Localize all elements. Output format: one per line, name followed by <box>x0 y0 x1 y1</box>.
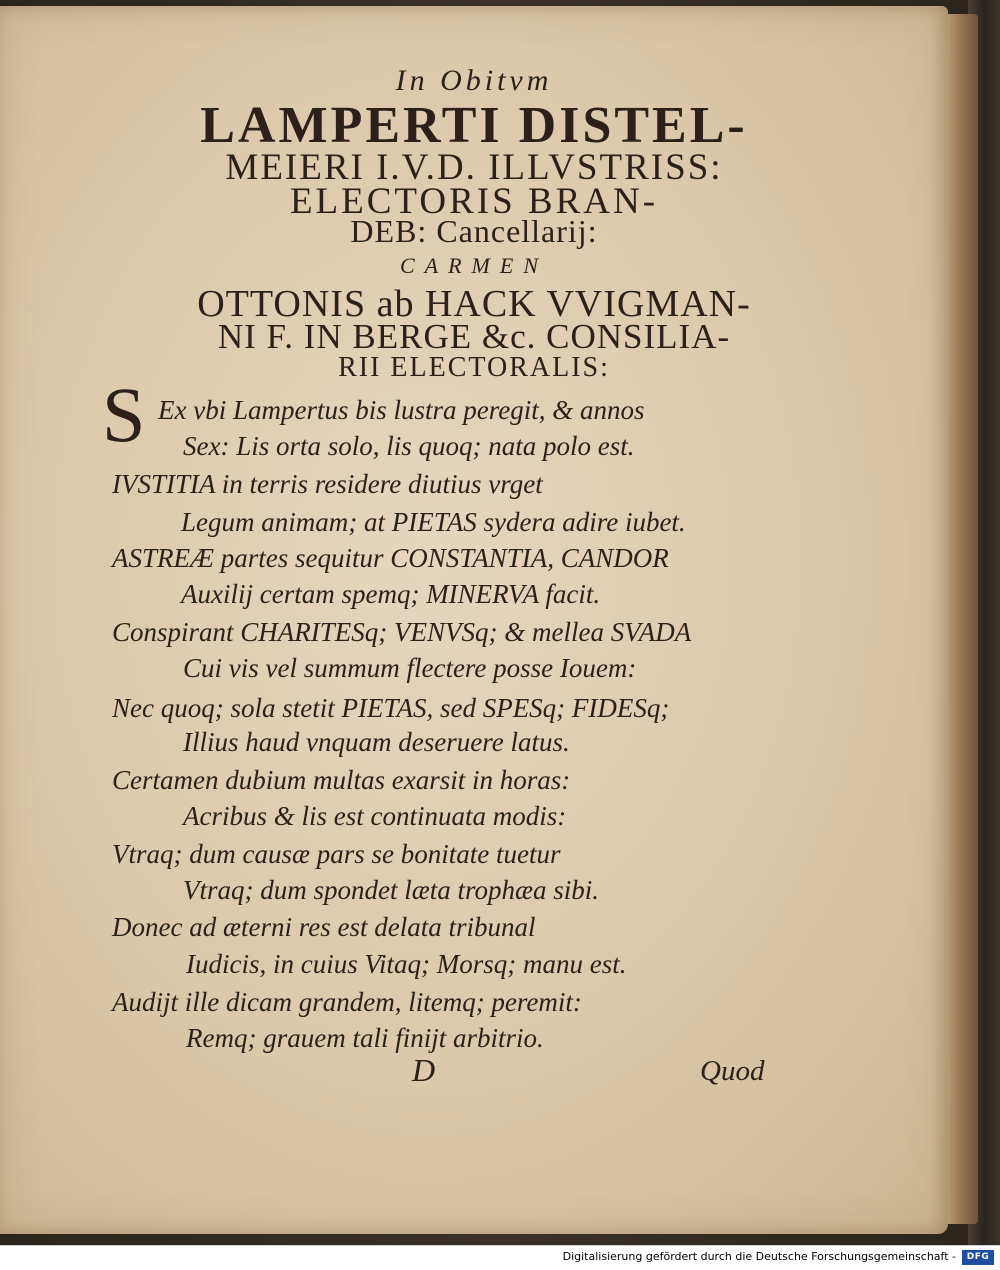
poem-line: Acribus & lis est continuata modis: <box>183 801 567 831</box>
poem-line: Audijt ille dicam grandem, litemq; peremit: <box>112 987 582 1017</box>
dfg-logo: DFG <box>962 1250 994 1265</box>
title-line-5: DEB: Cancellarij: <box>350 213 598 249</box>
poem-line: Illius haud vnquam deseruere latus. <box>183 727 570 757</box>
catchword: Quod <box>700 1055 765 1087</box>
poem-line: IVSTITIA in terris residere diutius vrget <box>112 469 543 499</box>
poem-line: Sex: Lis orta solo, lis quoq; nata polo est. <box>183 431 635 461</box>
poem-line: Conspirant CHARITESq; VENVSq; & mellea SVADA <box>112 617 692 647</box>
book-page <box>0 6 948 1234</box>
title-name-line: LAMPERTI DISTEL- <box>200 97 748 154</box>
signature-mark: D <box>412 1052 436 1088</box>
poem-line: ASTREÆ partes sequitur CONSTANTIA, CANDOR <box>112 543 669 573</box>
poem-line: Certamen dubium multas exarsit in horas: <box>112 765 571 795</box>
poem-line: Vtraq; dum causæ pars se bonitate tuetur <box>112 839 561 869</box>
drop-cap: S <box>102 371 146 458</box>
title-line-4: ELECTORIS BRAN- <box>289 181 659 222</box>
poem-line: Ex vbi Lampertus bis lustra peregit, & annos <box>158 395 645 425</box>
poem-line: Auxilij certam spemq; MINERVA facit. <box>181 579 601 609</box>
poem-line: Nec quoq; sola stetit PIETAS, sed SPESq; FIDESq; <box>112 693 670 723</box>
poem-line: Vtraq; dum spondet læta trophæa sibi. <box>183 875 600 905</box>
poem-line: Donec ad æterni res est delata tribunal <box>112 912 536 942</box>
author-line-1: OTTONIS ab HACK VVIGMAN- <box>197 283 751 325</box>
title-line-3: MEIERI I.V.D. ILLVSTRISS: <box>225 147 723 188</box>
poem-line: Cui vis vel summum flectere posse Iouem: <box>183 653 637 683</box>
title-carmen: CARMEN <box>400 253 548 278</box>
poem-line: Iudicis, in cuius Vitaq; Morsq; manu est. <box>186 949 627 979</box>
author-line-2: NI F. IN BERGE &c. CONSILIA- <box>217 317 731 356</box>
poem-line: Legum animam; at PIETAS sydera adire iubet. <box>181 507 686 537</box>
page-edges <box>944 14 978 1224</box>
footer-credit: Digitalisierung gefördert durch die Deutsche Forschungsgemeinschaft - <box>562 1250 956 1263</box>
poem-line: Remq; grauem tali finijt arbitrio. <box>186 1023 544 1053</box>
author-line-3: RII ELECTORALIS: <box>338 352 610 383</box>
title-in-obitum: In Obitvm <box>395 64 553 97</box>
footer-bar <box>0 1245 1000 1270</box>
